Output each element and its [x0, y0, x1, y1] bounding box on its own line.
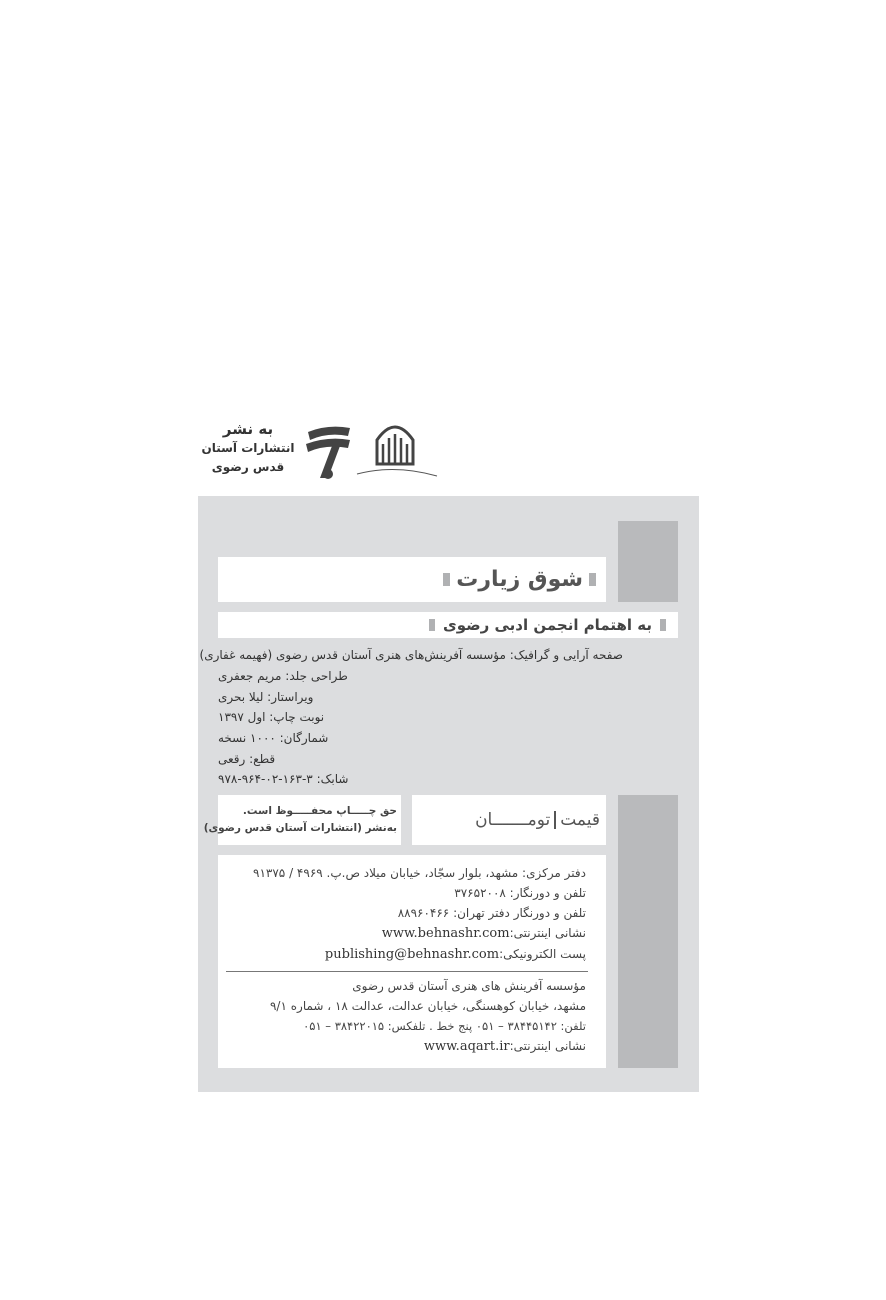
- website-line: [226, 923, 586, 944]
- credit-line: طراحی جلد: مریم جعفری: [218, 669, 348, 683]
- email-label: پست الکترونیکی:: [499, 947, 586, 961]
- book-title: شوق زیارت: [456, 567, 583, 592]
- divider: [554, 811, 556, 829]
- website-link[interactable]: www.behnashr.com: [381, 926, 510, 941]
- logo-line: قدس رضوی: [211, 460, 285, 474]
- decorative-block: [618, 795, 678, 1068]
- logo-line: به نشر: [222, 420, 274, 438]
- decorative-block: [618, 521, 678, 602]
- behnashr-logo-icon: [302, 422, 352, 480]
- logo-line: انتشارات آستان: [201, 441, 295, 455]
- address-line: دفتر مرکزی: مشهد، بلوار سجّاد، خیابان میلاد ص.پ. ۴۹۶۹ / ۹۱۳۷۵: [253, 866, 586, 880]
- address-line: مشهد، خیابان کوهسنگی، خیابان عدالت، عدالت ۱۸ ، شماره ۹/۱: [269, 999, 586, 1013]
- square-icon: [589, 573, 596, 586]
- subtitle-box: [218, 612, 678, 638]
- address-box: [218, 855, 606, 1068]
- subtitle: به اهتمام انجمن ادبی رضوی: [442, 616, 652, 634]
- publisher-logo-text: [196, 420, 300, 477]
- address-line: تلفن و دورنگار دفتر تهران: ۸۸۹۶۰۴۶۶: [397, 906, 586, 920]
- copyright-box: [203, 795, 401, 845]
- credit-line: نوبت چاپ: اول ۱۳۹۷: [218, 710, 325, 724]
- credit-line: صفحه آرایی و گرافیک: مؤسسه آفرینش‌های هنری آستان قدس رضوی (فهیمه غفاری): [199, 648, 623, 662]
- address-line: مؤسسه آفرینش های هنری آستان قدس رضوی: [352, 979, 586, 993]
- website-line: [226, 1036, 586, 1057]
- square-icon: [429, 619, 435, 631]
- credit-line: قطع: رقعی: [218, 752, 276, 766]
- square-icon: [443, 573, 450, 586]
- separator: [226, 971, 588, 972]
- price-label: قیمت: [560, 810, 600, 830]
- copyright-line: حق چـــــاپ محفـــــوظ است.: [242, 805, 397, 817]
- email-line: [226, 944, 586, 965]
- price-box: [412, 795, 606, 845]
- credit-line: ویراستار: لیلا بحری: [218, 690, 314, 704]
- email-link[interactable]: publishing@behnashr.com: [324, 947, 500, 962]
- website-label: نشانی اینترنتی:: [509, 1039, 586, 1053]
- institute-logo-icon: [355, 420, 440, 480]
- credit-line: شمارگان: ۱۰۰۰ نسخه: [218, 731, 329, 745]
- copyright-line: به‌نشر (انتشارات آستان قدس رضوی): [203, 822, 397, 834]
- price-currency: تومـــــــان: [475, 810, 551, 830]
- website-link[interactable]: www.aqart.ir: [423, 1039, 510, 1054]
- address-line: تلفن و دورنگار: ۳۷۶۵۲۰۰۸: [454, 886, 586, 900]
- credit-line: شابک: ۳-۱۶۳-۰۲-۹۶۴-۹۷۸: [218, 772, 349, 786]
- square-icon: [660, 619, 666, 631]
- book-title-box: [218, 557, 606, 602]
- address-line: تلفن: ۳۸۴۴۵۱۴۲ – ۰۵۱ پنج خط . تلفکس: ۳۸۴۲۲۰۱۵ – ۰۵۱: [303, 1019, 586, 1033]
- website-label: نشانی اینترنتی:: [509, 926, 586, 940]
